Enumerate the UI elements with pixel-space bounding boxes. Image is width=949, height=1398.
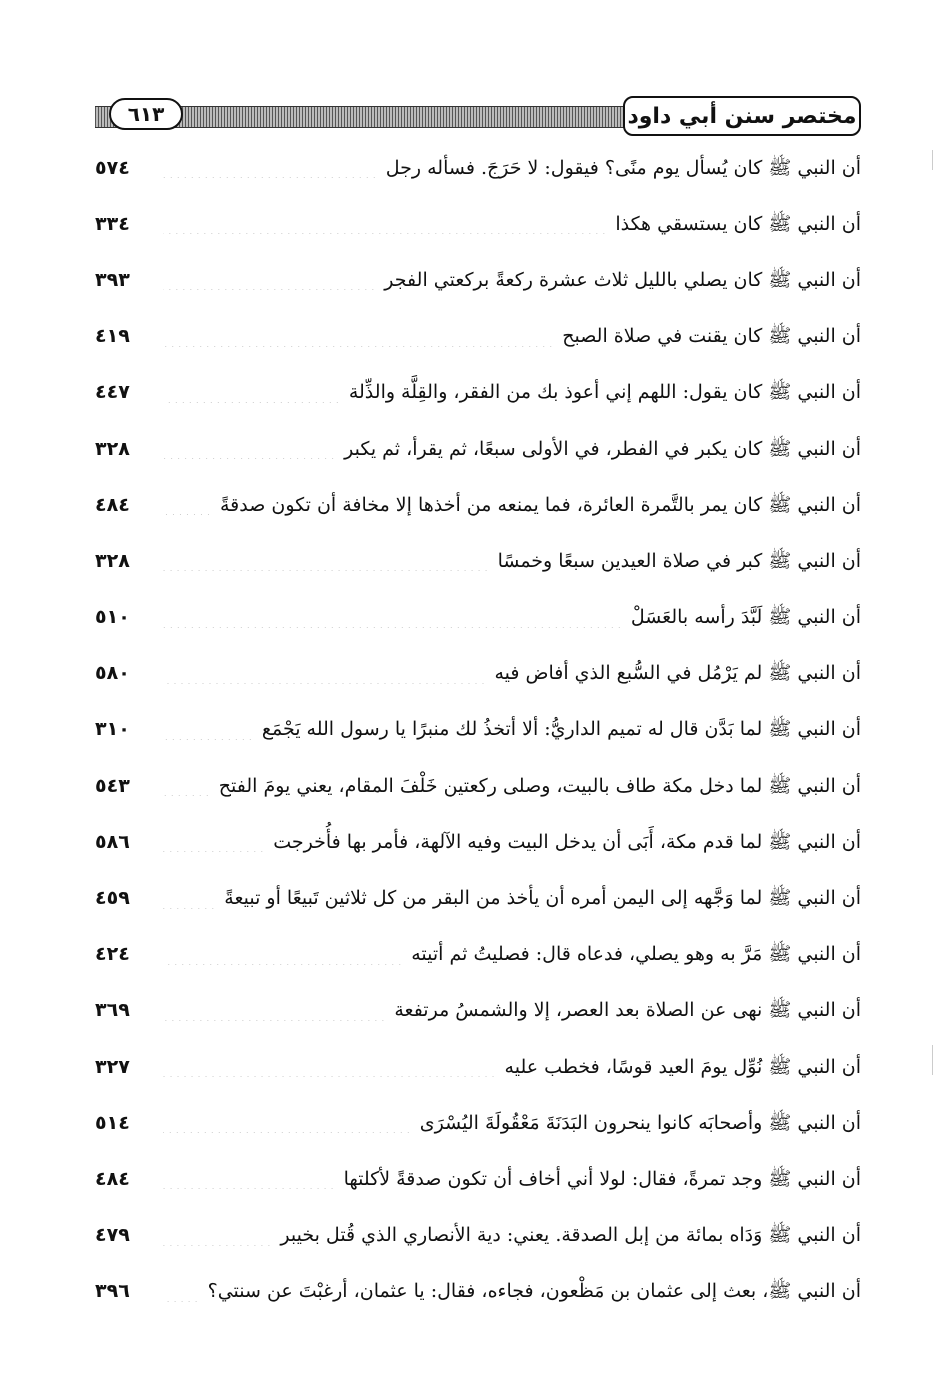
page-number: ٦١٣	[109, 98, 183, 130]
index-entry	[95, 421, 861, 477]
index-entry	[95, 309, 861, 365]
book-title: مختصر سنن أبي داود	[623, 96, 861, 136]
entry-page-number: ٣٢٨	[95, 437, 130, 460]
leader-dots	[163, 214, 607, 234]
leader-dots	[163, 495, 212, 515]
entry-text: أن النبي ﷺ كان يقول: اللهم إني أعوذ بك من الفقر، والقِلَّة والذِّلة	[348, 381, 861, 404]
leader-dots	[163, 1282, 200, 1302]
entry-text: أن النبي ﷺ كان يقنت في صلاة الصبح	[562, 325, 861, 348]
leader-dots	[163, 945, 403, 965]
entry-page-number: ٥٨٦	[95, 830, 130, 853]
entry-page-number: ٣٣٤	[95, 212, 130, 235]
index-entry	[95, 196, 861, 252]
leader-dots	[163, 327, 554, 347]
entry-page-number: ٤٢٤	[95, 943, 130, 966]
entry-page-number: ٤٤٧	[95, 381, 130, 404]
leader-dots	[163, 383, 341, 403]
entry-text: أن النبي ﷺ كان يكبر في الفطر، في الأولى سبعًا، ثم يقرأ، ثم يكبر	[344, 437, 861, 460]
index-entry	[95, 477, 861, 533]
index-entry	[95, 702, 861, 758]
entry-text: أن النبي ﷺ لما قدم مكة، أَبَى أن يدخل البيت وفيه الآلهة، فأمر بها فأُخرجت	[273, 830, 861, 853]
index-entries-list	[95, 140, 861, 1320]
entry-text: أن النبي ﷺ لما دخل مكة طاف بالبيت، وصلى ركعتين خَلْفَ المقام، يعني يومَ الفتح	[218, 774, 861, 797]
leader-dots	[163, 1226, 272, 1246]
entry-page-number: ٤١٩	[95, 325, 130, 348]
entry-text: أن النبي ﷺ كبر في صلاة العيدين سبعًا وخمسًا	[497, 549, 861, 572]
entry-page-number: ٤٥٩	[95, 887, 130, 910]
entry-page-number: ٥١٤	[95, 1111, 130, 1134]
index-entry	[95, 646, 861, 702]
entry-text: أن النبي ﷺ كان يستسقي هكذا	[615, 212, 861, 235]
leader-dots	[163, 1001, 386, 1021]
entry-page-number: ٤٨٤	[95, 1167, 130, 1190]
leader-dots	[163, 608, 623, 628]
entry-page-number: ٥٧٤	[95, 156, 130, 179]
leader-dots	[163, 1113, 412, 1133]
index-entry	[95, 814, 861, 870]
entry-page-number: ٣٩٣	[95, 268, 130, 291]
index-entry	[95, 983, 861, 1039]
index-entry	[95, 1208, 861, 1264]
index-entry	[95, 365, 861, 421]
entry-page-number: ٣٢٨	[95, 549, 130, 572]
index-entry	[95, 758, 861, 814]
entry-text: أن النبي ﷺ كان يصلي بالليل ثلاث عشرة ركعةً بركعتي الفجر	[384, 268, 861, 291]
entry-page-number: ٥٤٣	[95, 774, 130, 797]
index-entry	[95, 1095, 861, 1151]
leader-dots	[163, 158, 378, 178]
entry-text: أن النبي ﷺ وأصحابَه كانوا ينحرون البَدَنَةَ مَعْقُولَةَ اليُسْرَى	[419, 1111, 861, 1134]
entry-page-number: ٣٢٧	[95, 1055, 130, 1078]
entry-text: أن النبي ﷺ لما وَجَّهه إلى اليمن أمره أن يأخذ من البقر من كل ثلاثين تَبيعًا أو تبيعةً	[224, 887, 861, 910]
leader-dots	[163, 889, 216, 909]
entry-text: أن النبي ﷺ، بعث إلى عثمان بن مَظْعون، فجاءه، فقال: يا عثمان، أرغبْتَ عن سنتي؟	[207, 1280, 861, 1303]
index-entry	[95, 252, 861, 308]
entry-page-number: ٣٦٩	[95, 999, 130, 1022]
index-entry	[95, 533, 861, 589]
entry-page-number: ٣١٠	[95, 718, 130, 741]
entry-text: أن النبي ﷺ لما بَدَّن قال له تميم الداريُّ: ألا أتخذُ لك منبرًا يا رسول الله يَجْمَع	[261, 718, 861, 741]
entry-text: أن النبي ﷺ لم يَرْمُل في السُّبع الذي أفاض فيه	[494, 662, 861, 685]
leader-dots	[163, 664, 486, 684]
index-entry	[95, 1264, 861, 1320]
entry-page-number: ٤٧٩	[95, 1224, 130, 1247]
leader-dots	[163, 720, 254, 740]
leader-dots	[163, 832, 265, 852]
entry-text: أن النبي ﷺ وَدَاه بمائة من إبل الصدقة. يعني: دية الأنصاري الذي قُتل بخيبر	[280, 1224, 861, 1247]
entry-text: أن النبي ﷺ لَبَّدَ رأسه بالعَسَلْ	[630, 606, 861, 629]
entry-page-number: ٥٨٠	[95, 662, 130, 685]
entry-page-number: ٣٩٦	[95, 1280, 130, 1303]
leader-dots	[163, 776, 211, 796]
margin-mark	[932, 1045, 933, 1075]
entry-page-number: ٤٨٤	[95, 493, 130, 516]
entry-text: أن النبي ﷺ وجد تمرةً، فقال: لولا أني أخاف أن تكون صدقةً لأكلتها	[343, 1167, 861, 1190]
entry-text: أن النبي ﷺ مَرَّ به وهو يصلي، فدعاه قال: فصليتُ ثم أتيته	[411, 943, 861, 966]
entry-text: أن النبي ﷺ نُوِّل يومَ العيد قوسًا، فخطب عليه	[504, 1055, 861, 1078]
leader-dots	[163, 270, 376, 290]
entry-page-number: ٥١٠	[95, 606, 130, 629]
leader-dots	[163, 551, 490, 571]
index-entry	[95, 1151, 861, 1207]
entry-text: أن النبي ﷺ نهى عن الصلاة بعد العصر، إلا والشمسُ مرتفعة	[394, 999, 861, 1022]
leader-dots	[163, 1169, 336, 1189]
index-entry	[95, 927, 861, 983]
entry-text: أن النبي ﷺ كان يمر بالتَّمرة العائرة، فما يمنعه من أخذها إلا مخافة أن تكون صدقةً	[219, 493, 861, 516]
index-entry	[95, 870, 861, 926]
index-entry	[95, 140, 861, 196]
index-entry	[95, 590, 861, 646]
page-header	[95, 96, 861, 140]
index-entry	[95, 1039, 861, 1095]
margin-mark	[932, 150, 933, 170]
leader-dots	[163, 1057, 497, 1077]
leader-dots	[163, 439, 336, 459]
entry-text: أن النبي ﷺ كان يُسأل يوم منًى؟ فيقول: لا حَرَجَ. فسأله رجل	[385, 156, 861, 179]
